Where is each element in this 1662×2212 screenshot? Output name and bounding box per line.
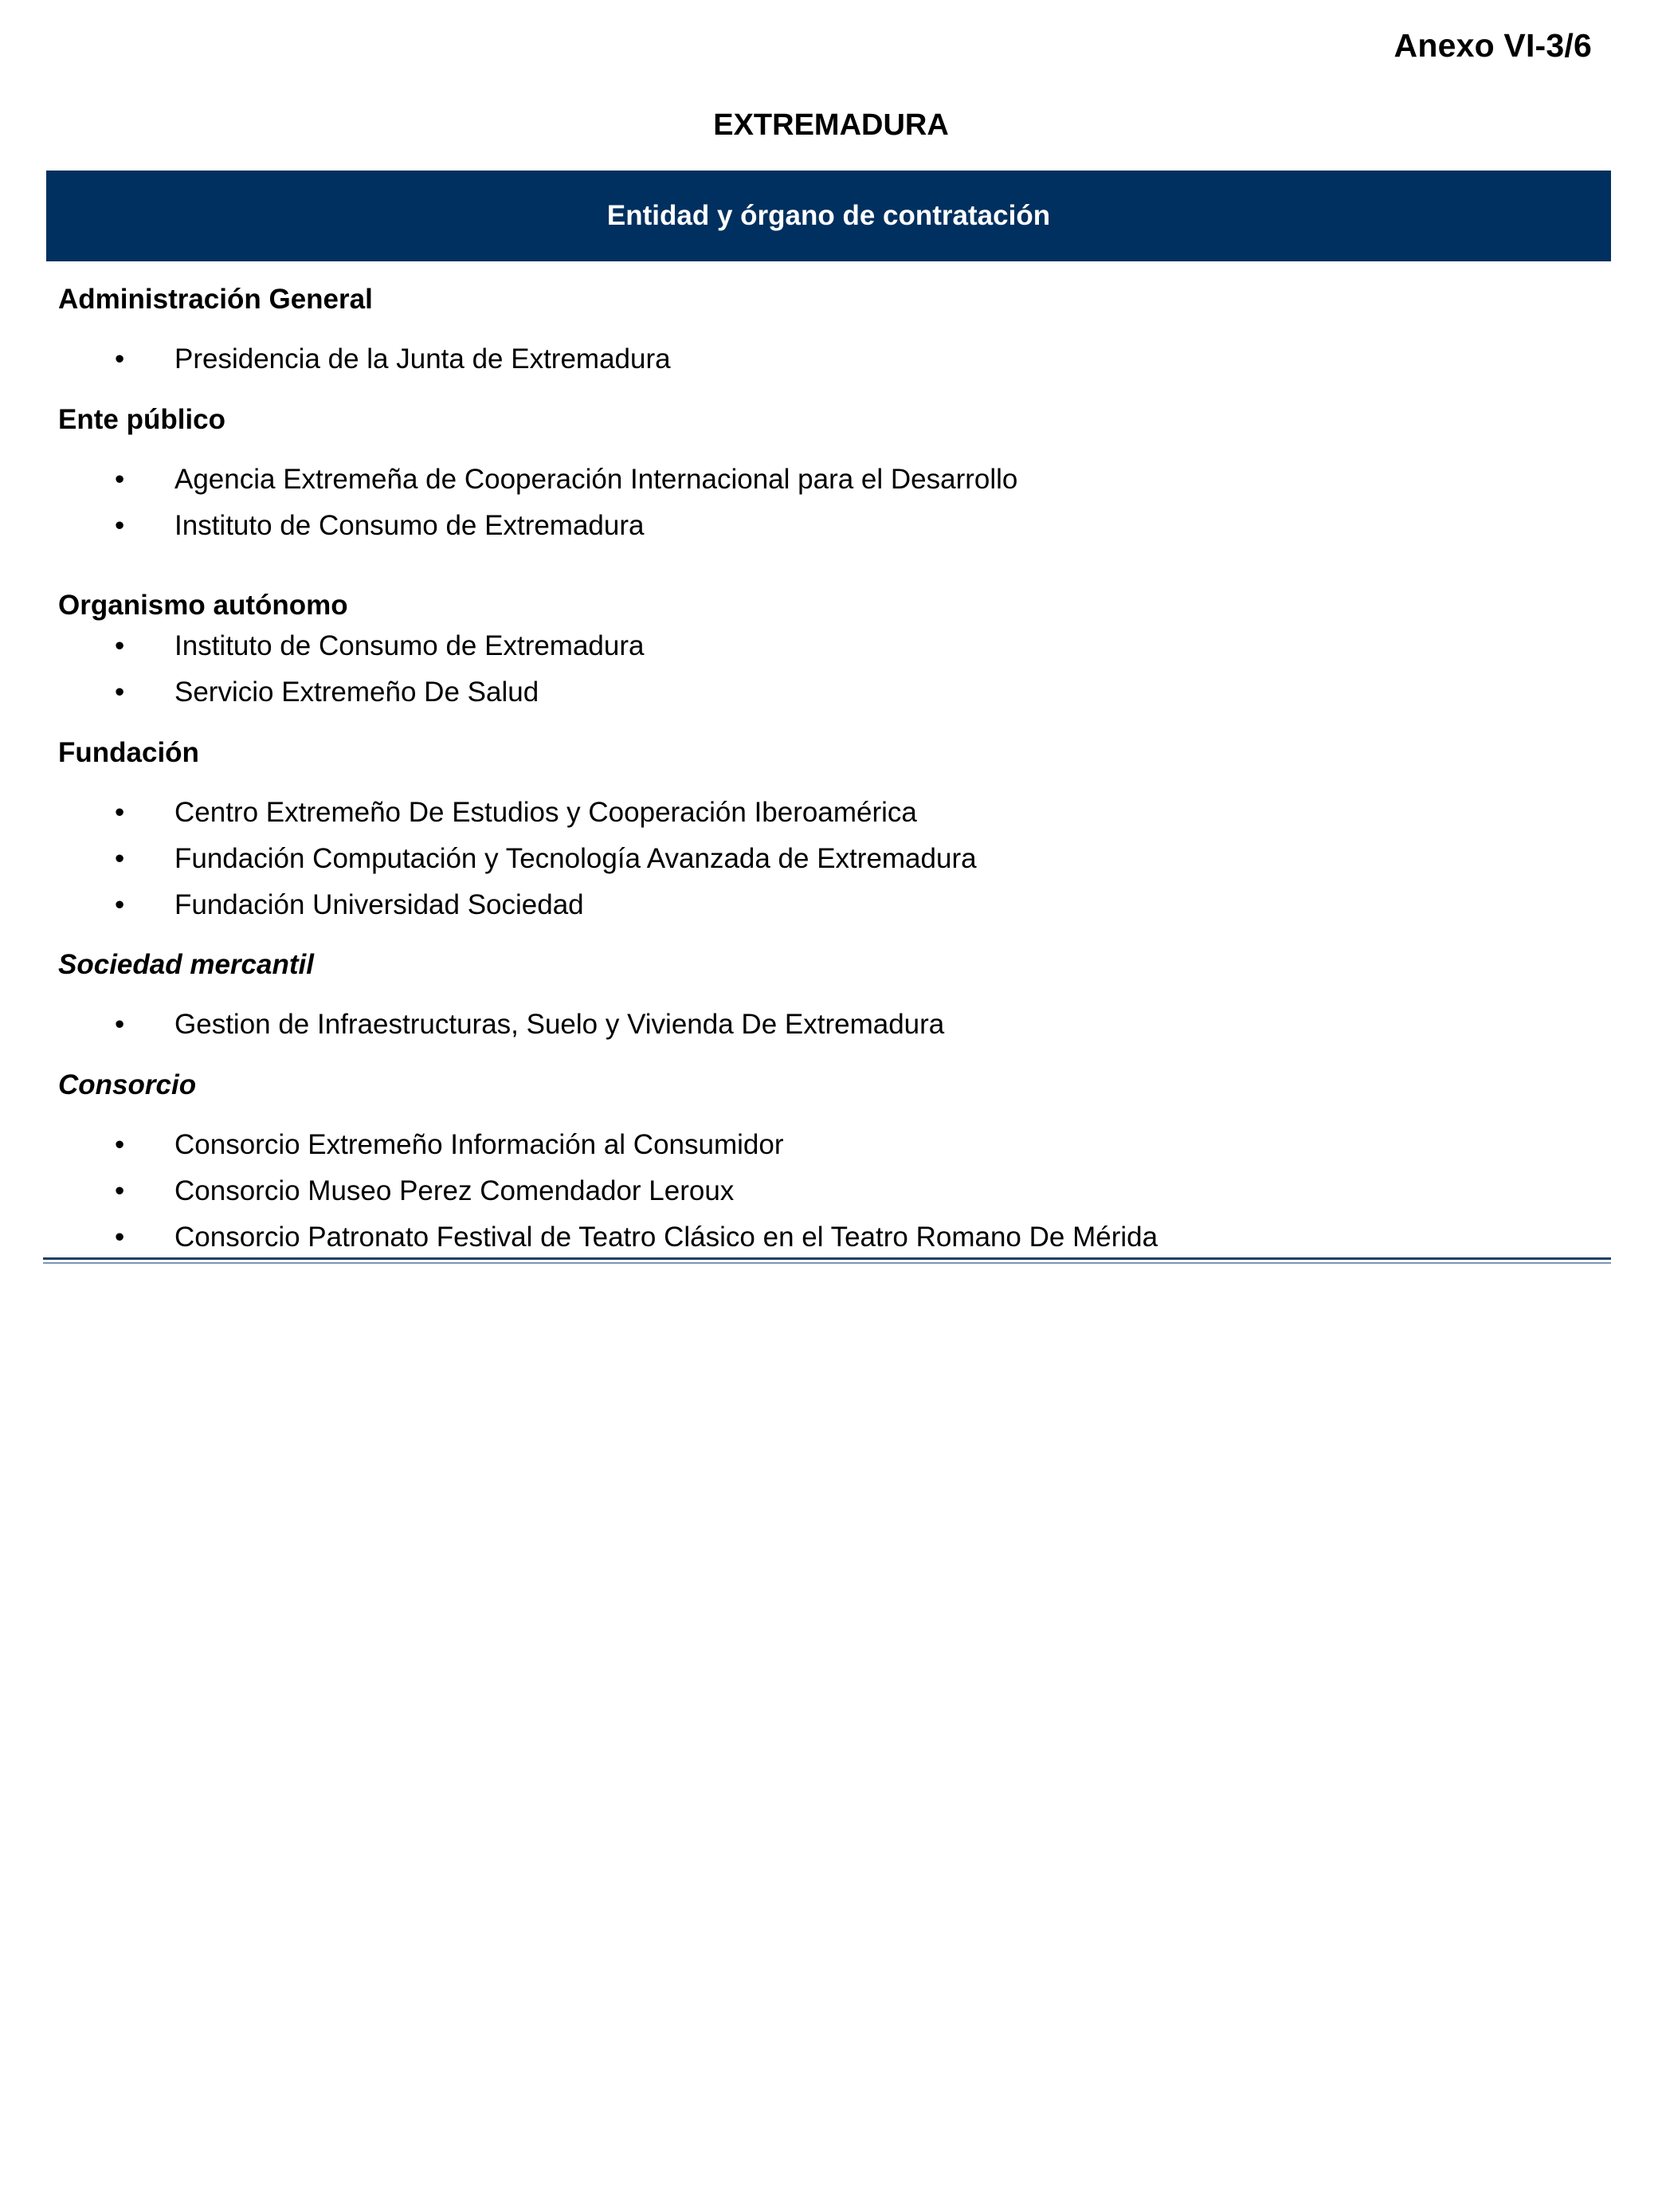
section-title-organismo-autonomo: Organismo autónomo: [58, 590, 348, 621]
bullet: •: [115, 677, 125, 708]
bullet: •: [115, 889, 125, 920]
bullet: •: [115, 1175, 125, 1206]
table-header: [46, 171, 1611, 261]
bullet: •: [115, 843, 125, 874]
section-title-sociedad-mercantil: Sociedad mercantil: [58, 949, 314, 980]
bullet: •: [115, 1129, 125, 1160]
bullet: •: [115, 797, 125, 828]
bottom-divider-secondary: [43, 1262, 1611, 1264]
bottom-divider: [43, 1257, 1611, 1260]
annex-label: Anexo VI-3/6: [1393, 27, 1592, 64]
bullet: •: [115, 1009, 125, 1040]
page-title: EXTREMADURA: [713, 108, 949, 142]
bullet: •: [115, 510, 125, 541]
section-title-administracion-general: Administración General: [58, 284, 373, 315]
bullet: •: [115, 1222, 125, 1253]
bullet: •: [115, 343, 125, 375]
bullet: •: [115, 630, 125, 661]
section-title-consorcio: Consorcio: [58, 1069, 197, 1100]
section-title-ente-publico: Ente público: [58, 404, 225, 435]
section-title-fundacion: Fundación: [58, 737, 199, 768]
bullet: •: [115, 464, 125, 495]
table-header-label: Entidad y órgano de contratación: [606, 200, 1051, 231]
